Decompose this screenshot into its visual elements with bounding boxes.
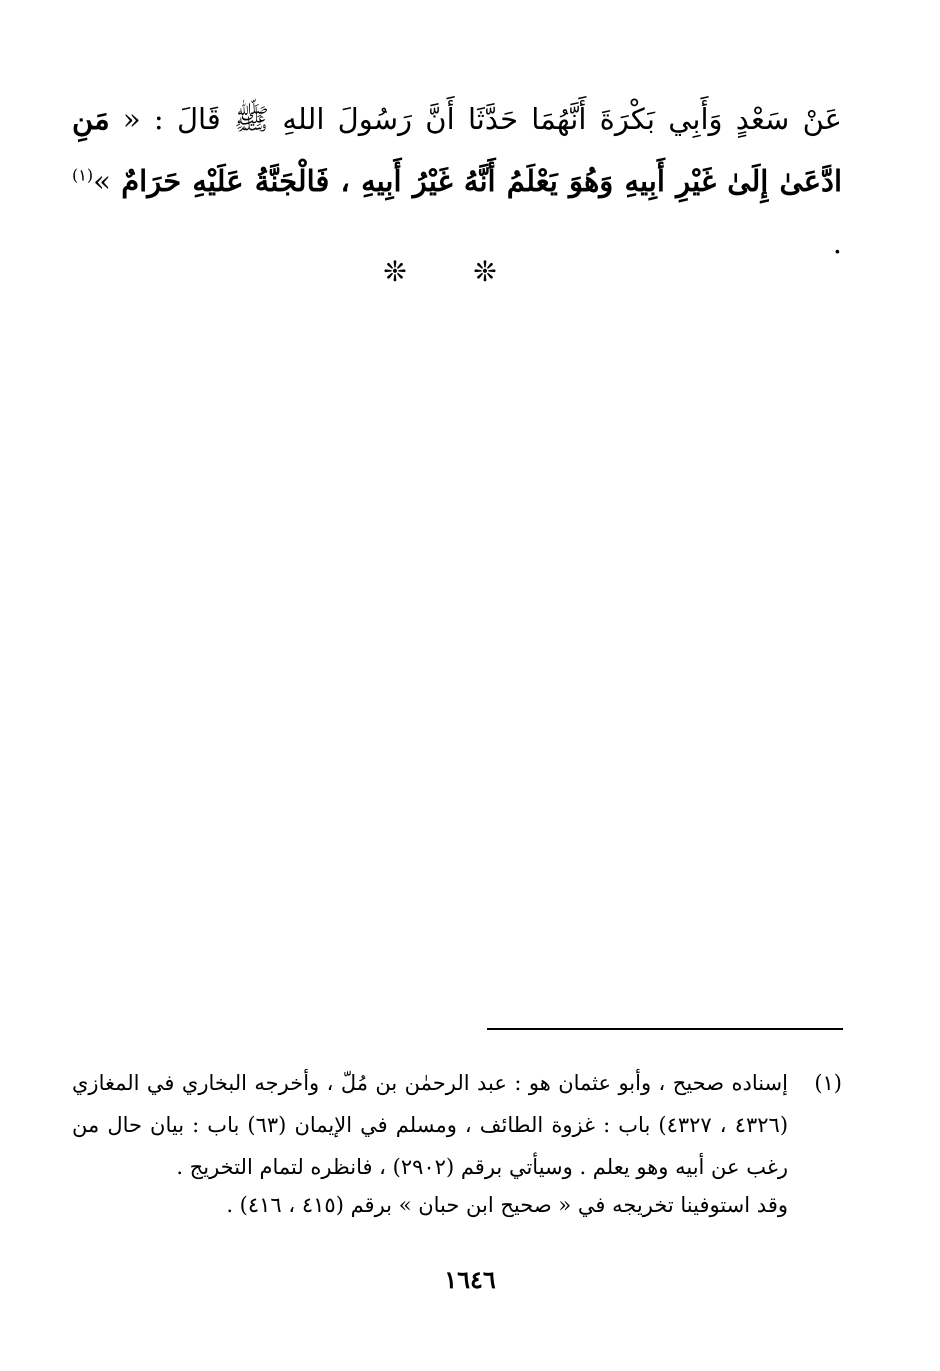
footnote-item (72, 1062, 842, 1188)
page-number: ١٦٤٦ (444, 1265, 496, 1294)
footnote-reference[interactable]: (١) (72, 165, 94, 185)
hadith-quote: مَنِ ادَّعَىٰ إِلَىٰ غَيْرِ أَبِيهِ وَهُوَ يَعْلَمُ أَنَّهُ غَيْرُ أَبِيهِ ، فَالْجَنَّةُ عَلَيْهِ حَرَامٌ (72, 102, 843, 198)
hadith-text (72, 88, 842, 274)
asterism-icon: ❊ (473, 255, 497, 288)
footnote-number: (١) (814, 1071, 842, 1095)
footnote-divider (487, 1028, 843, 1030)
footnote-extra-note: وقد استوفينا تخريجه في « صحيح ابن حبان » برقم (٤١٥ ، ٤١٦) . (226, 1193, 788, 1217)
hadith-end: . (832, 226, 842, 260)
hadith-quote-close: » (93, 164, 122, 198)
section-separator (380, 255, 500, 288)
hadith-intro: عَنْ سَعْدٍ وَأَبِي بَكْرَةَ أَنَّهُمَا حَدَّثَا أَنَّ رَسُولَ اللهِ ﷺ قَالَ : « (109, 102, 842, 136)
asterism-icon: ❊ (383, 255, 407, 288)
footnotes-section (72, 1062, 842, 1222)
footnote-text: إسناده صحيح ، وأبو عثمان هو : عبد الرحمٰن بن مُلّ ، وأخرجه البخاري في المغازي (٤٣٢٦ ، ٤٣٢٧) باب : غزوة الطائف ، ومسلم في الإيمان (٦٣) باب : بيان حال من رغب عن أبيه وهو يعلم . وسيأتي برقم (٢٩٠٢) ، فانظره لتمام التخريج . (72, 1071, 789, 1179)
